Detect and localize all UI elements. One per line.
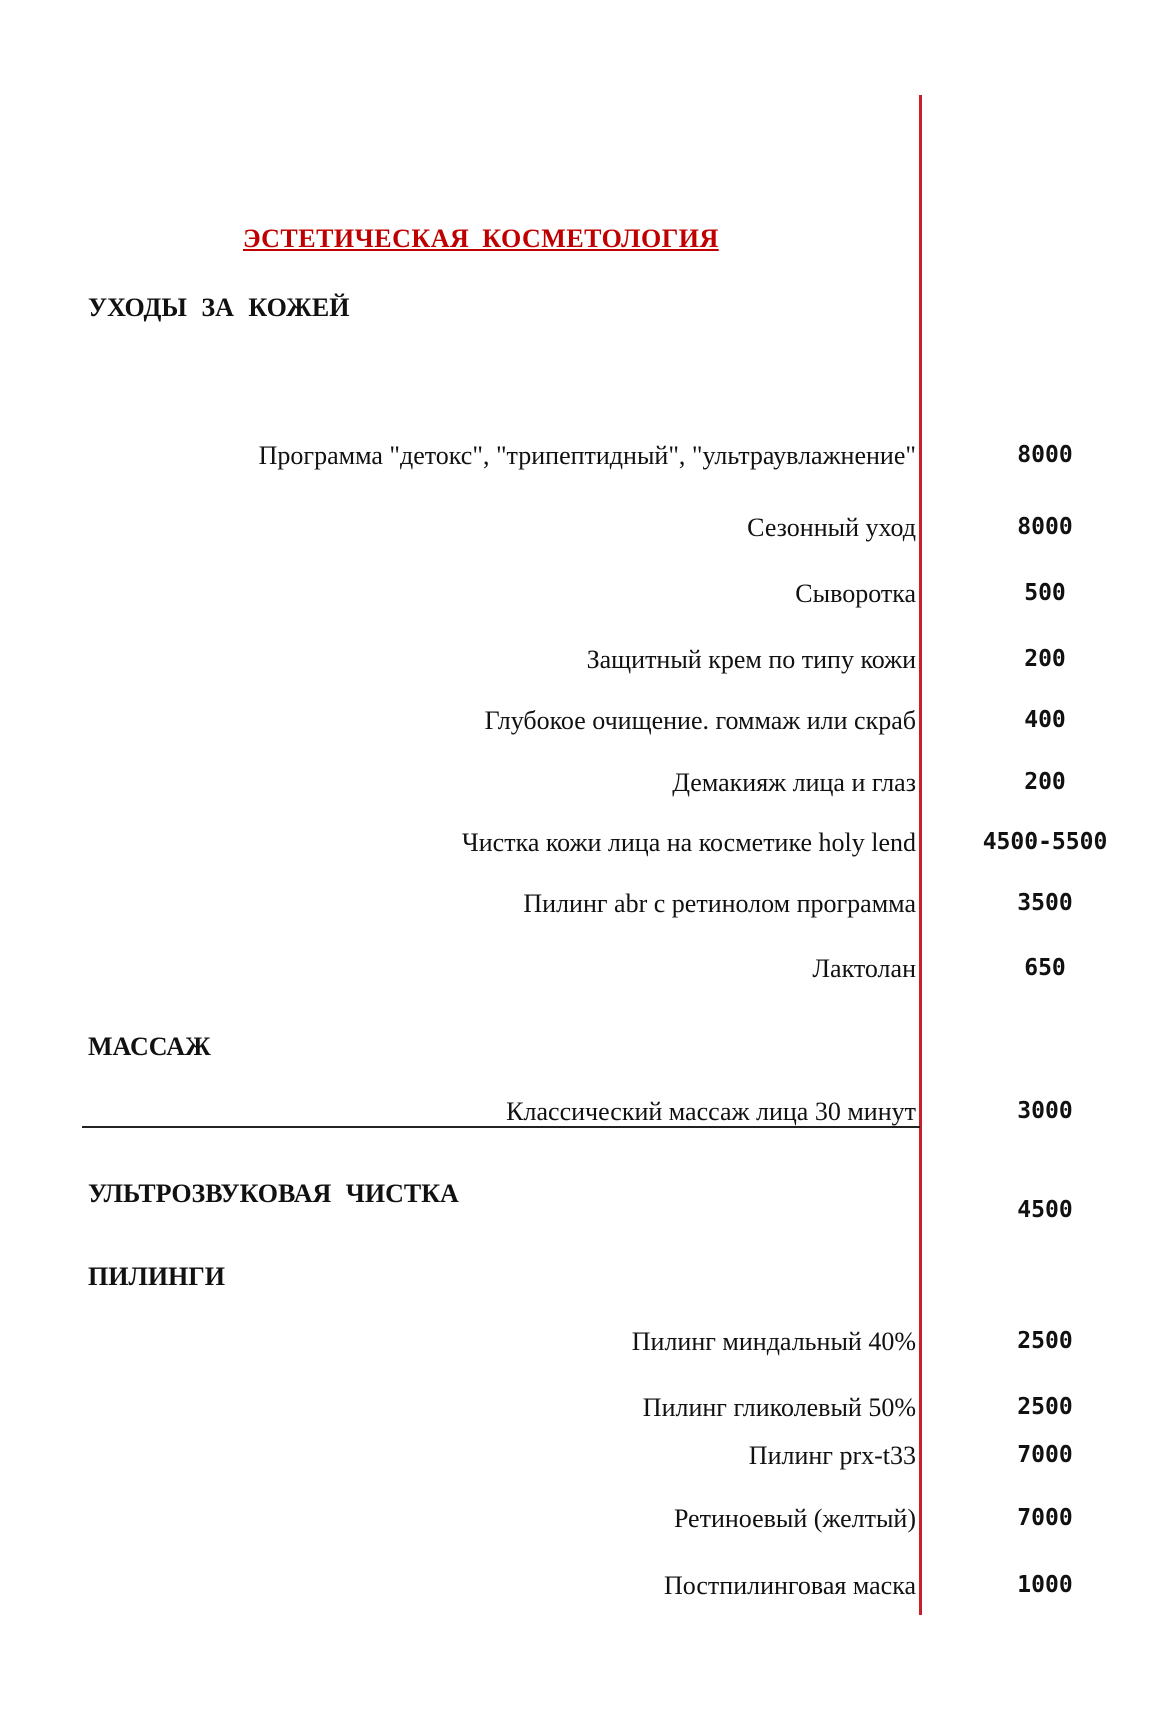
item-price: 2500 — [1017, 1328, 1073, 1354]
item-name: Лактолан — [812, 954, 916, 983]
item-price: 200 — [1024, 769, 1066, 795]
item-price: 1000 — [1017, 1572, 1073, 1598]
item-price: 3500 — [1017, 890, 1073, 916]
item-name: Защитный крем по типу кожи — [586, 645, 916, 674]
item-price: 3000 — [1017, 1098, 1073, 1124]
item-name: Ретиноевый (желтый) — [673, 1504, 916, 1533]
item-price: 500 — [1024, 580, 1066, 606]
item-price: 4500 — [1017, 1197, 1073, 1223]
item-name: Сезонный уход — [747, 513, 916, 542]
item-name: Демакияж лица и глаз — [672, 768, 916, 797]
section-heading-massage: МАССАЖ — [88, 1032, 211, 1061]
section-heading-peels: ПИЛИНГИ — [88, 1262, 226, 1291]
item-price: 8000 — [1017, 442, 1073, 468]
item-price: 2500 — [1017, 1394, 1073, 1420]
item-price: 650 — [1024, 955, 1066, 981]
item-price: 7000 — [1017, 1505, 1073, 1531]
item-price: 200 — [1024, 646, 1066, 672]
item-name: Чистка кожи лица на косметике holy lend — [461, 828, 916, 857]
item-name: Пилинг abr с ретинолом программа — [523, 889, 916, 918]
item-name: Пилинг prx-t33 — [748, 1441, 916, 1470]
section-heading-ultrasonic: УЛЬТРОЗВУКОВАЯ ЧИСТКА — [88, 1179, 459, 1208]
item-name: Программа "детокс", "трипептидный", "ультраувлажнение" — [258, 441, 916, 470]
item-price: 7000 — [1017, 1442, 1073, 1468]
item-price: 4500-5500 — [982, 829, 1108, 855]
item-name: Постпилинговая маска — [663, 1571, 916, 1600]
item-name: Пилинг миндальный 40% — [631, 1327, 916, 1356]
item-name: Сыворотка — [795, 579, 916, 608]
item-price: 8000 — [1017, 514, 1073, 540]
horizontal-divider-line — [82, 1126, 920, 1128]
item-name: Пилинг гликолевый 50% — [642, 1393, 916, 1422]
item-name: Классический массаж лица 30 минут — [506, 1097, 916, 1126]
vertical-divider-line — [919, 95, 922, 1615]
item-name: Глубокое очищение. гоммаж или скраб — [484, 706, 916, 735]
section-heading-skin-care: УХОДЫ ЗА КОЖЕЙ — [88, 293, 350, 322]
item-price: 400 — [1024, 707, 1066, 733]
page-title: ЭСТЕТИЧЕСКАЯ КОСМЕТОЛОГИЯ — [243, 224, 719, 253]
